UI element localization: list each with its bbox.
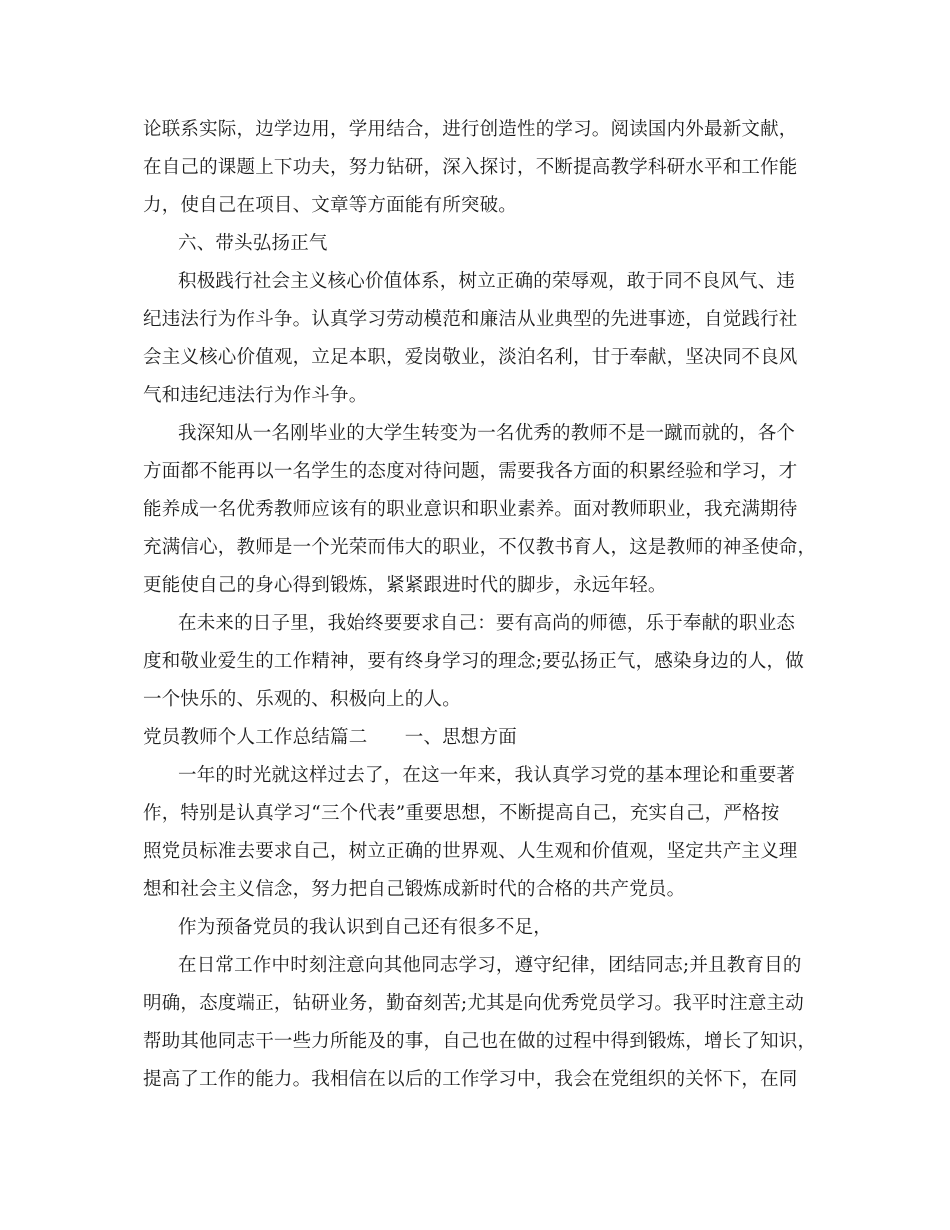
text-line: 帮助其他同志干一些力所能及的事，自己也在做的过程中得到锻炼，增长了知识，	[143, 1031, 817, 1052]
text-line: 充满信心，教师是一个光荣而伟大的职业，不仅教书育人，这是教师的神圣使命，	[143, 537, 817, 558]
text-line: 论联系实际，边学边用，学用结合，进行创造性的学习。阅读国内外最新文献，	[143, 119, 798, 140]
text-line: 会主义核心价值观，立足本职，爱岗敬业，淡泊名利，甘于奉献，坚决同不良风	[143, 347, 798, 368]
text-line: 一年的时光就这样过去了，在这一年来，我认真学习党的基本理论和重要著	[178, 765, 796, 786]
text-line: 明确，态度端正，钻研业务，勤奋刻苦;尤其是向优秀党员学习。我平时注意主动	[143, 993, 804, 1014]
text-line: 力，使自己在项目、文章等方面能有所突破。	[143, 195, 518, 216]
text-line: 积极践行社会主义核心价值体系，树立正确的荣辱观，敢于同不良风气、违	[178, 271, 796, 292]
text-line: 作为预备党员的我认识到自己还有很多不足，	[178, 917, 553, 938]
text-line: 一个快乐的、乐观的、积极向上的人。	[143, 689, 461, 710]
text-line: 在自己的课题上下功夫，努力钻研，深入探讨，不断提高教学科研水平和工作能	[143, 157, 798, 178]
text-line: 纪违法行为作斗争。认真学习劳动模范和廉洁从业典型的先进事迹，自觉践行社	[143, 309, 798, 330]
text-line: 作，特别是认真学习“三个代表”重要思想，不断提高自己，充实自己，严格按	[143, 803, 780, 824]
text-line: 方面都不能再以一名学生的态度对待问题，需要我各方面的积累经验和学习，才	[143, 461, 798, 482]
text-line: 在未来的日子里，我始终要要求自己：要有高尚的师德，乐于奉献的职业态	[178, 613, 796, 634]
text-line: 在日常工作中时刻注意向其他同志学习，遵守纪律，团结同志;并且教育目的	[178, 955, 802, 976]
text-line: 我深知从一名刚毕业的大学生转变为一名优秀的教师不是一蹴而就的，各个	[178, 423, 796, 444]
text-line: 想和社会主义信念，努力把自己锻炼成新时代的合格的共产党员。	[143, 879, 686, 900]
text-line: 提高了工作的能力。我相信在以后的工作学习中，我会在党组织的关怀下，在同	[143, 1069, 798, 1090]
section-heading: 党员教师个人工作总结篇二 一、思想方面	[143, 727, 518, 748]
text-line: 能养成一名优秀教师应该有的职业意识和职业素养。面对教师职业，我充满期待	[143, 499, 798, 520]
text-line: 度和敬业爱生的工作精神，要有终身学习的理念;要弘扬正气，感染身边的人，做	[143, 651, 804, 672]
text-line: 气和违纪违法行为作斗争。	[143, 385, 368, 406]
text-line: 照党员标准去要求自己，树立正确的世界观、人生观和价值观，坚定共产主义理	[143, 841, 798, 862]
text-line: 更能使自己的身心得到锻炼，紧紧跟进时代的脚步，永远年轻。	[143, 575, 667, 596]
section-heading: 六、带头弘扬正气	[178, 233, 328, 254]
